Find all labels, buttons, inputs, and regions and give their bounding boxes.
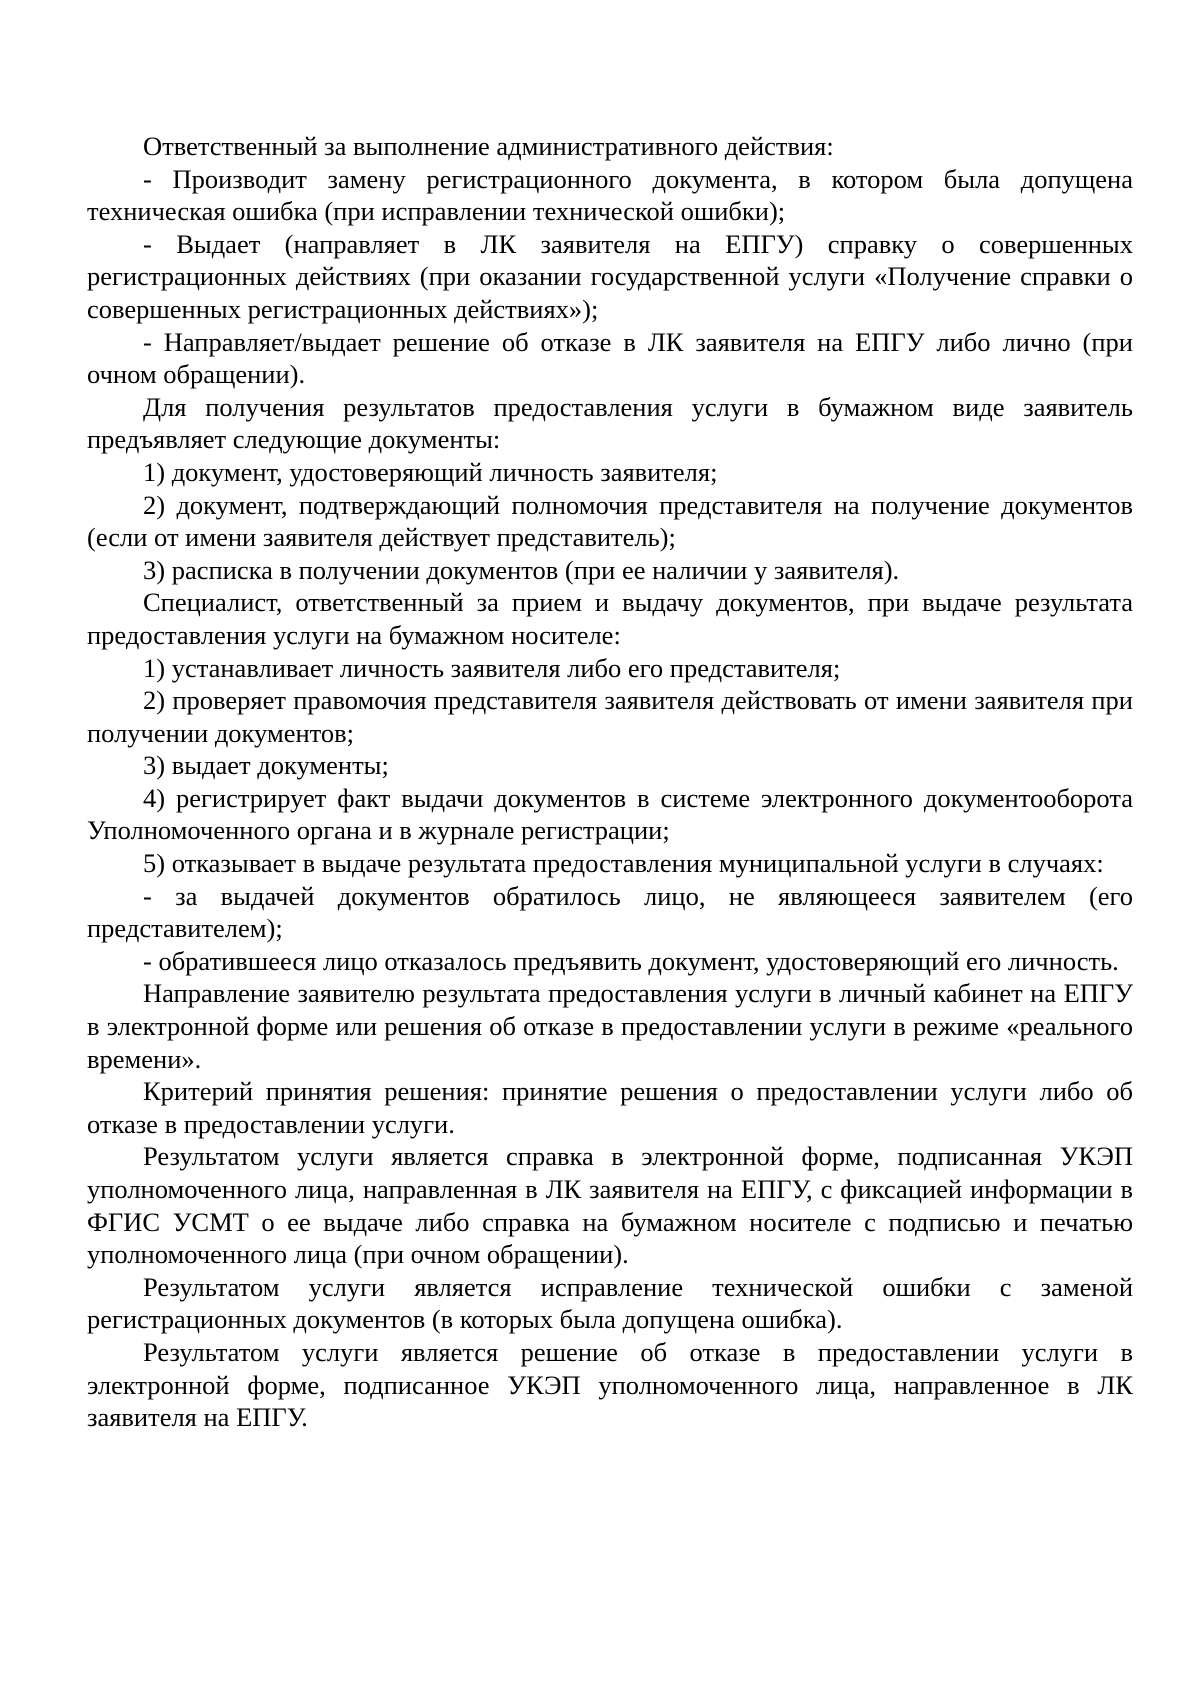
paragraph-electronic-result: Направление заявителю результата предоставления услуги в личный кабинет на ЕПГУ в электронной форме или решения об отказе в предоставлении услуги в режиме «реального времени». [87,978,1133,1074]
paragraph-receipt: 3) расписка в получении документов (при ее наличии у заявителя). [143,554,900,585]
paragraph-paper-result-docs: Для получения результатов предоставления услуги в бумажном виде заявитель предъявляет следующие документы: [87,391,1133,455]
paragraph-replace-document: - Производит замену регистрационного документа, в котором была допущена техническая ошибка (при исправлении технической ошибки); [87,163,1133,227]
paragraph-issue-documents: 3) выдает документы; [143,750,389,781]
paragraph-issue-certificate: - Выдает (направляет в ЛК заявителя на ЕПГУ) справку о совершенных регистрационных действиях (при оказании государственной услуги «Получение справки о совершенных регистрационных действиях»); [87,228,1133,324]
paragraph-refusal-case-no-id: - обратившееся лицо отказалось предъявить документ, удостоверяющий его личность. [143,945,1119,976]
paragraph-result-refusal: Результатом услуги является решение об отказе в предоставлении услуги в электронной форме, подписанное УКЭП уполномоченного лица, направленное в ЛК заявителя на ЕПГУ. [87,1336,1133,1433]
paragraph-refusal-case-wrong-person: - за выдачей документов обратилось лицо, не являющееся заявителем (его представителем); [87,880,1133,944]
document-body [87,130,1133,1434]
paragraph-result-correction: Результатом услуги является исправление технической ошибки с заменой регистрационных документов (в которых была допущена ошибка). [87,1271,1133,1335]
paragraph-identity-document: 1) документ, удостоверяющий личность заявителя; [143,456,718,487]
paragraph-representative-document: 2) документ, подтверждающий полномочия представителя на получение документов (если от имени заявителя действует представитель); [87,489,1133,553]
paragraph-result-certificate: Результатом услуги является справка в электронной форме, подписанная УКЭП уполномоченного лица, направленная в ЛК заявителя на ЕПГУ, с фиксацией информации в ФГИС УСМТ о ее выдаче либо справка на бумажном носителе с подписью и печатью уполномоченного лица (при очном обращении). [87,1141,1133,1270]
paragraph-register-issue: 4) регистрирует факт выдачи документов в системе электронного документооборота Уполномоченного органа и в журнале регистрации; [87,782,1133,846]
paragraph-refuse-issue: 5) отказывает в выдаче результата предоставления муниципальной услуги в случаях: [143,848,1104,879]
paragraph-decision-criterion: Критерий принятия решения: принятие решения о предоставлении услуги либо об отказе в предоставлении услуги. [87,1076,1133,1139]
paragraph-establish-identity: 1) устанавливает личность заявителя либо его представителя; [143,652,841,683]
paragraph-check-authority: 2) проверяет правомочия представителя заявителя действовать от имени заявителя при получении документов; [87,685,1133,748]
paragraph-send-refusal: - Направляет/выдает решение об отказе в ЛК заявителя на ЕПГУ либо лично (при очном обращении). [87,326,1133,390]
paragraph-responsible-intro: Ответственный за выполнение административного действия: [143,131,834,161]
paragraph-specialist-intro: Специалист, ответственный за прием и выдачу документов, при выдаче результата предоставления услуги на бумажном носителе: [87,587,1133,650]
